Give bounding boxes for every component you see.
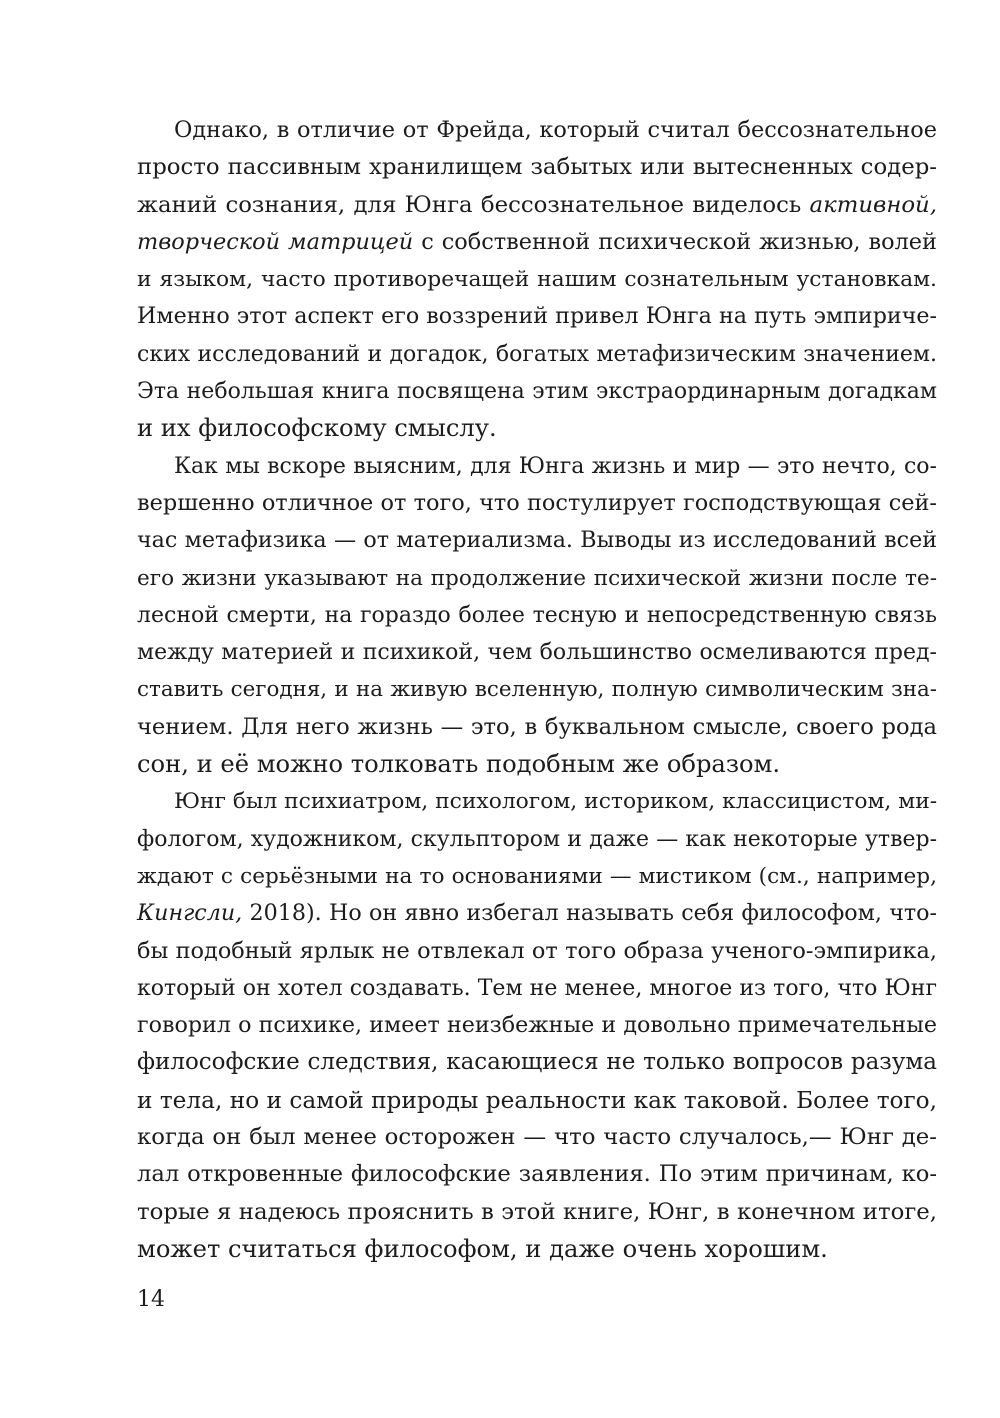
text-segment: торые я надеюсь прояснить в этой книге, Юнг, в конечном итоге, [137,1198,937,1225]
text-line [137,298,937,335]
paragraph [137,112,937,448]
text-segment: Как мы вскоре выясним, для Юнга жизнь и мир — это нечто, со- [174,453,937,479]
text-line [137,560,937,597]
text-line [137,149,937,186]
text-line [137,933,937,970]
text-segment: лал откровенные философские заявления. По этим причинам, ко- [137,1161,937,1188]
text-line [137,821,937,858]
text-segment: Однако, в отличие от Фрейда, который считал бессознательное [174,117,937,143]
text-line [137,1156,937,1193]
text-line [137,373,937,410]
page-number: 14 [137,1287,165,1312]
paragraph [137,448,937,784]
text-segment: ждают с серьёзными на то основаниями — мистиком (см., например, [137,863,937,889]
text-line [137,224,937,261]
text-line [137,746,937,783]
text-line [137,970,937,1007]
text-segment: и тела, но и самой природы реальности как таковой. Более того, [137,1086,937,1114]
text-line [137,671,937,708]
text-segment: сон, и её можно толковать подобным же образом. [137,750,781,779]
body-text [137,112,937,1268]
text-line [137,634,937,671]
text-segment: лесной смерти, на гораздо более тесную и непосредственную связь [137,602,937,628]
italic-text: творческой матрицей [137,228,414,255]
text-line [137,709,937,746]
text-line [137,1082,937,1119]
text-segment: просто пассивным хранилищем забытых или вытесненных содер- [137,154,937,181]
text-segment: фологом, художником, скульптором и даже — как некоторые утвер- [137,826,937,852]
text-line [137,597,937,634]
text-line [137,858,937,895]
text-line [137,261,937,298]
text-segment: который он хотел создавать. Тем не менее, многое из того, что Юнг [137,975,937,1001]
text-segment: вершенно отличное от того, что постулирует господствующая сей- [137,489,937,516]
text-segment: может считаться философом, и даже очень хорошим. [137,1234,828,1263]
text-line [137,1194,937,1231]
text-line [137,112,937,149]
text-segment: жаний сознания, для Юнга бессознательное виделось [137,191,810,218]
text-line [137,1044,937,1081]
text-segment: и языком, часто противоречащей нашим сознательным установкам. [137,267,937,293]
text-line [137,448,937,485]
text-segment: ских исследований и догадок, богатых метафизическим значением. [137,341,937,367]
text-line [137,522,937,559]
text-line [137,1231,937,1268]
text-line [137,336,937,373]
text-segment: 2018). Но он явно избегал называть себя философом, что- [242,900,937,927]
italic-text: активной, [809,191,937,218]
text-segment: ставить сегодня, и на живую вселенную, полную символическим зна- [137,677,937,703]
text-line [137,187,937,224]
text-segment: его жизни указывают на продолжение психической жизни после те- [137,565,937,591]
text-segment: Именно этот аспект его воззрений привел Юнга на путь эмпириче- [137,303,937,330]
text-segment: час метафизика — от материализма. Выводы из исследований всей [137,527,937,554]
text-segment: бы подобный ярлык не отвлекал от того образа ученого-эмпирика, [137,937,937,964]
text-line [137,485,937,522]
text-line [137,1007,937,1044]
text-line [137,410,937,447]
paragraph [137,783,937,1268]
italic-text: Кингсли, [137,900,243,927]
text-segment: с собственной психической жизнью, волей [413,228,937,255]
text-segment: Юнг был психиатром, психологом, историком, классицистом, ми- [174,789,938,815]
text-line [137,1119,937,1156]
text-segment: и их философскому смыслу. [137,414,497,443]
text-segment: между материей и психикой, чем большинство осмеливаются пред- [137,640,937,666]
text-segment: философские следствия, касающиеся не только вопросов разума [137,1049,937,1076]
text-segment: говорил о психике, имеет неизбежные и довольно примечательные [137,1012,937,1039]
text-segment: чением. Для него жизнь — это, в буквальном смысле, своего рода [137,713,937,740]
text-line [137,783,937,820]
text-segment: когда он был менее осторожен — что часто случалось,— Юнг де- [137,1124,937,1151]
text-segment: Эта небольшая книга посвящена этим экстраординарным догадкам [137,379,937,405]
text-line [137,895,937,932]
